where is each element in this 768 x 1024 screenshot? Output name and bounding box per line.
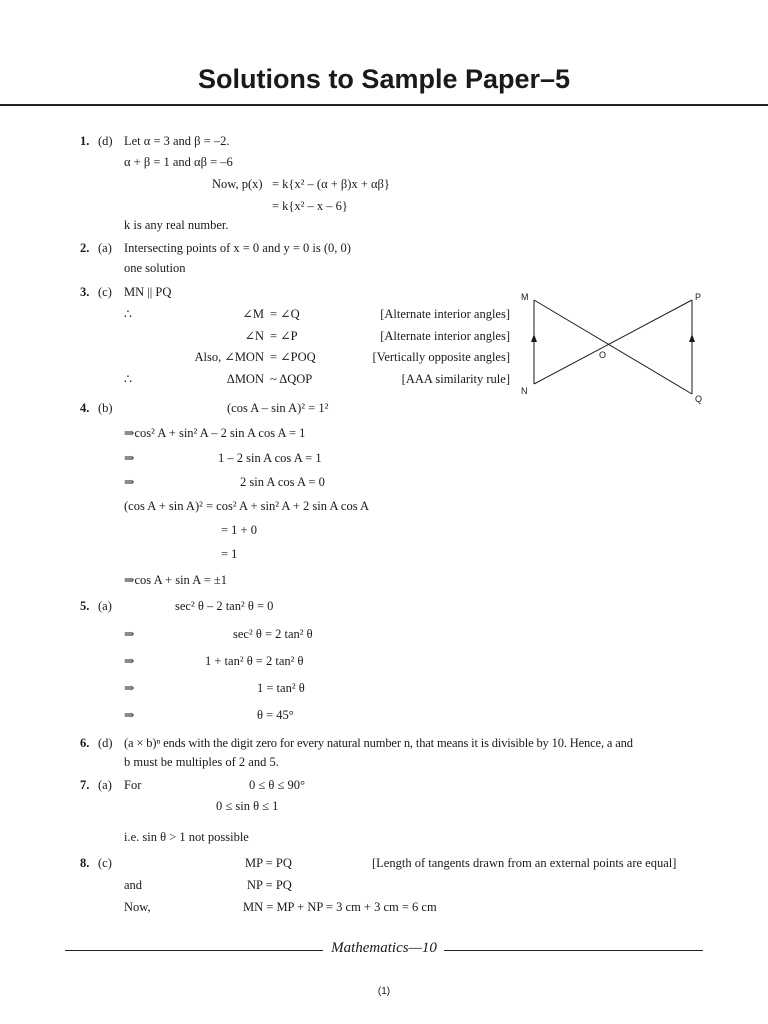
q3-row-4-reason: [AAA similarity rule] — [401, 372, 510, 386]
q3-number: 3. — [80, 285, 90, 299]
q1-line-5: k is any real number. — [124, 218, 229, 232]
q7-answer: (a) — [98, 778, 112, 792]
q1-number: 1. — [80, 134, 90, 148]
q5-line-2: sec² θ = 2 tan² θ — [233, 627, 313, 641]
page-number: (1) — [377, 986, 391, 997]
footer-title: Mathematics—10 — [331, 940, 437, 956]
q4-line-1: (cos A – sin A)² = 1² — [227, 401, 329, 415]
q3-row-2-right: = ∠P — [270, 329, 298, 343]
q4-answer: (b) — [98, 401, 113, 415]
q3-row-3-left: Also, ∠MON — [194, 350, 264, 364]
q3-row-3-reason: [Vertically opposite angles] — [372, 350, 510, 364]
q7-line-3: i.e. sin θ > 1 not possible — [124, 830, 249, 844]
q8-line-1: MP = PQ — [245, 856, 292, 870]
line-mq — [534, 300, 692, 394]
q1-line-4-right: = k{x² – x – 6} — [272, 199, 348, 213]
q2-answer: (a) — [98, 241, 112, 255]
q5-line-4-symbol: ⇒ — [124, 681, 135, 695]
q4-line-8: ⇒cos A + sin A = ±1 — [124, 573, 227, 587]
q4-line-4: 2 sin A cos A = 0 — [240, 475, 325, 489]
footer-rule-left — [65, 950, 323, 951]
q3-line-1: MN || PQ — [124, 285, 172, 299]
q3-row-1-left: ∠M — [242, 307, 264, 321]
q7-line-1: 0 ≤ θ ≤ 90° — [249, 778, 305, 792]
q4-line-3: 1 – 2 sin A cos A = 1 — [218, 451, 322, 465]
q3-row-4-left: ΔMON — [226, 372, 264, 386]
q4-line-2: ⇒cos² A + sin² A – 2 sin A cos A = 1 — [124, 426, 306, 440]
arrow-up-mn-icon — [531, 334, 537, 342]
q1-line-1: Let α = 3 and β = –2. — [124, 134, 230, 148]
q1-line-3-left: Now, p(x) — [212, 177, 263, 191]
q3-row-1-right: = ∠Q — [270, 307, 300, 321]
q2-number: 2. — [80, 241, 90, 255]
q5-line-3-symbol: ⇒ — [124, 654, 135, 668]
q8-line-2-left: and — [124, 878, 143, 892]
q2-line-2: one solution — [124, 261, 186, 275]
q8-line-3: MN = MP + NP = 3 cm + 3 cm = 6 cm — [243, 900, 437, 914]
q4-number: 4. — [80, 401, 90, 415]
q5-line-2-symbol: ⇒ — [124, 627, 135, 641]
q7-line-2: 0 ≤ sin θ ≤ 1 — [216, 799, 279, 813]
label-p: P — [695, 292, 702, 302]
q4-line-6: = 1 + 0 — [221, 523, 257, 537]
q1-line-3-right: = k{x² – (α + β)x + αβ} — [272, 177, 390, 191]
q3-row-3-right: = ∠POQ — [270, 350, 316, 364]
q8-line-3-left: Now, — [124, 900, 151, 914]
label-o: O — [599, 350, 607, 360]
q5-number: 5. — [80, 599, 90, 613]
q3-row-4-symbol: ∴ — [124, 372, 132, 386]
q8-line-2: NP = PQ — [247, 878, 292, 892]
title-rule — [0, 104, 768, 106]
q6-line-2: b must be multiples of 2 and 5. — [124, 755, 279, 769]
q5-line-4: 1 = tan² θ — [257, 681, 305, 695]
label-m: M — [521, 292, 529, 302]
line-np — [534, 300, 692, 384]
q1-answer: (d) — [98, 134, 113, 148]
arrow-up-pq-icon — [689, 334, 695, 342]
label-q: Q — [695, 394, 703, 404]
q3-row-2-left: ∠N — [244, 329, 264, 343]
q7-number: 7. — [80, 778, 90, 792]
q8-answer: (c) — [98, 856, 112, 870]
q7-line-1-left: For — [124, 778, 142, 792]
q3-row-2-reason: [Alternate interior angles] — [380, 329, 510, 343]
q3-answer: (c) — [98, 285, 112, 299]
q6-answer: (d) — [98, 736, 113, 750]
q3-figure — [512, 288, 712, 408]
q4-line-4-symbol: ⇒ — [124, 475, 135, 489]
label-n: N — [521, 386, 528, 396]
q5-line-5-symbol: ⇒ — [124, 708, 135, 722]
q4-line-5: (cos A + sin A)² = cos² A + sin² A + 2 sin A cos A — [124, 499, 370, 513]
q4-line-3-symbol: ⇒ — [124, 451, 135, 465]
footer-rule-right — [444, 950, 703, 951]
page-title: Solutions to Sample Paper–5 — [197, 64, 571, 94]
q5-answer: (a) — [98, 599, 112, 613]
q3-row-1-symbol: ∴ — [124, 307, 132, 321]
q1-line-2: α + β = 1 and αβ = –6 — [124, 155, 233, 169]
q6-line-1: (a × b)ⁿ ends with the digit zero for every natural number n, that means it is divisible by 10. Hence, a and — [124, 736, 633, 750]
q3-row-1-reason: [Alternate interior angles] — [380, 307, 510, 321]
q3-row-4-right: ~ ΔQOP — [270, 372, 313, 386]
q5-line-5: θ = 45° — [257, 708, 294, 722]
q5-line-3: 1 + tan² θ = 2 tan² θ — [205, 654, 304, 668]
q6-number: 6. — [80, 736, 90, 750]
q8-line-1-reason: [Length of tangents drawn from an external points are equal] — [372, 856, 677, 870]
q4-line-7: = 1 — [221, 547, 238, 561]
q5-line-1: sec² θ – 2 tan² θ = 0 — [175, 599, 274, 613]
q2-line-1: Intersecting points of x = 0 and y = 0 is (0, 0) — [124, 241, 351, 255]
q8-number: 8. — [80, 856, 90, 870]
